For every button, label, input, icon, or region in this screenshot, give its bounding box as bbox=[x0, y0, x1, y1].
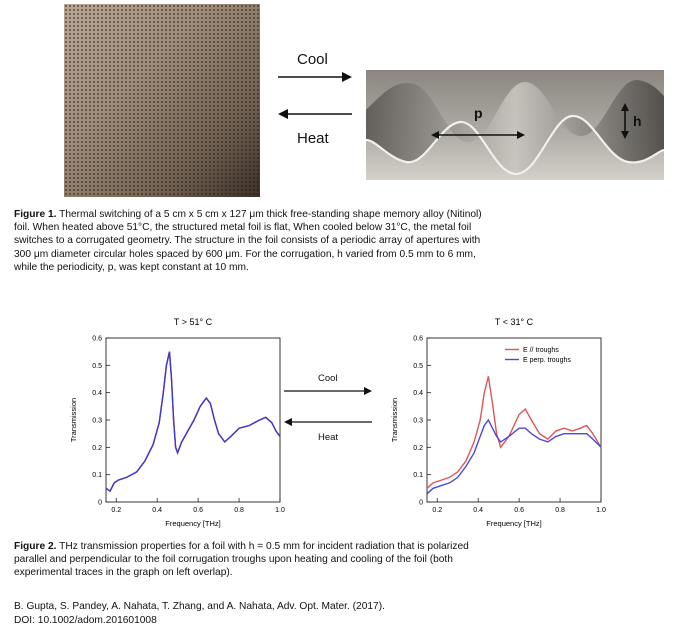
x-tick-label: 0.2 bbox=[432, 507, 443, 514]
x-tick-label: 0.4 bbox=[473, 507, 484, 514]
series-line-2 bbox=[106, 352, 280, 491]
y-tick-label: 0.6 bbox=[92, 335, 102, 343]
plot-frame bbox=[106, 338, 280, 502]
series-line-2 bbox=[427, 420, 601, 494]
y-tick-label: 0.4 bbox=[92, 390, 102, 398]
plot-frame bbox=[427, 338, 601, 502]
y-tick-label: 0.1 bbox=[92, 472, 102, 480]
y-axis-label: Transmission bbox=[69, 397, 78, 443]
reference-doi: DOI: 10.1002/adom.201601008 bbox=[14, 615, 157, 626]
chart-cooled bbox=[385, 312, 615, 534]
x-tick-label: 1.0 bbox=[596, 507, 606, 514]
y-tick-label: 0.5 bbox=[92, 362, 102, 370]
y-tick-label: 0.3 bbox=[92, 417, 102, 425]
reference bbox=[14, 600, 684, 628]
x-tick-label: 0.6 bbox=[514, 507, 524, 514]
figure2-caption-line: parallel and perpendicular to the foil corrugation troughs upon heating and cooling of the foil (both bbox=[14, 554, 453, 566]
flat-foil-photo bbox=[64, 4, 260, 197]
y-tick-label: 0.6 bbox=[413, 335, 423, 343]
figure1-caption-line: foil. When heated above 51°C, the structured metal foil is flat, When cooled below 31°C, the metal foil bbox=[14, 222, 472, 234]
period-label: p bbox=[474, 105, 483, 121]
height-label: h bbox=[633, 113, 642, 129]
figure1-caption bbox=[14, 208, 684, 274]
x-tick-label: 1.0 bbox=[275, 507, 285, 514]
heat-arrow bbox=[276, 108, 354, 120]
cool-arrow bbox=[276, 71, 354, 83]
legend-entry: E // troughs bbox=[523, 347, 559, 354]
reference-line: B. Gupta, S. Pandey, A. Nahata, T. Zhang, and A. Nahata, Adv. Opt. Mater. (2017). bbox=[14, 601, 385, 612]
y-tick-label: 0 bbox=[419, 499, 423, 507]
fig2-heat-label: Heat bbox=[318, 432, 339, 443]
figure2-caption-line: THz transmission properties for a foil with h = 0.5 mm for incident radiation that is polarized bbox=[56, 541, 469, 552]
y-tick-label: 0.4 bbox=[413, 390, 423, 398]
x-axis-label: Frequency [THz] bbox=[165, 519, 221, 528]
x-tick-label: 0.2 bbox=[111, 507, 122, 514]
figure1-caption-line: switches to a corrugated geometry. The structure in the foil consists of a periodic array of apertures with bbox=[14, 235, 481, 247]
y-tick-label: 0 bbox=[98, 499, 102, 507]
fig2-heat-arrow bbox=[282, 417, 374, 427]
fig2-cool-label: Cool bbox=[318, 373, 338, 384]
figure1-caption-line: 300 μm diameter circular holes spaced by 600 μm. For the corrugation, h varied from 0.5 mm to 6 mm, bbox=[14, 248, 476, 260]
fig2-cool-arrow bbox=[282, 386, 374, 396]
y-tick-label: 0.3 bbox=[413, 417, 423, 425]
chart-heated bbox=[64, 312, 294, 534]
figure2-caption-label: Figure 2. bbox=[14, 541, 57, 552]
x-tick-label: 0.8 bbox=[234, 507, 244, 514]
y-tick-label: 0.2 bbox=[92, 444, 102, 452]
figure1-caption-line: while the periodicity, p, was kept constant at 10 mm. bbox=[14, 261, 249, 273]
y-axis-label: Transmission bbox=[390, 397, 399, 443]
y-tick-label: 0.5 bbox=[413, 362, 423, 370]
y-tick-label: 0.2 bbox=[413, 444, 423, 452]
figure2-caption-line: experimental traces in the graph on left overlap). bbox=[14, 567, 233, 579]
figure1-caption-label: Figure 1. bbox=[14, 209, 57, 220]
x-tick-label: 0.4 bbox=[152, 507, 163, 514]
chart-title: T > 51° C bbox=[173, 317, 213, 327]
y-tick-label: 0.1 bbox=[413, 472, 423, 480]
legend-entry: E perp. troughs bbox=[523, 357, 571, 364]
figure2-caption bbox=[14, 540, 684, 580]
height-arrow bbox=[619, 103, 631, 139]
figure1-caption-line: Thermal switching of a 5 cm x 5 cm x 127 μm thick free-standing shape memory alloy (Nitinol) bbox=[56, 209, 482, 220]
chart-title: T < 31° C bbox=[494, 317, 534, 327]
heat-label: Heat bbox=[297, 130, 329, 147]
x-axis-label: Frequency [THz] bbox=[486, 519, 542, 528]
x-tick-label: 0.6 bbox=[193, 507, 203, 514]
period-arrow bbox=[430, 129, 526, 141]
x-tick-label: 0.8 bbox=[555, 507, 565, 514]
cool-label: Cool bbox=[297, 51, 328, 68]
